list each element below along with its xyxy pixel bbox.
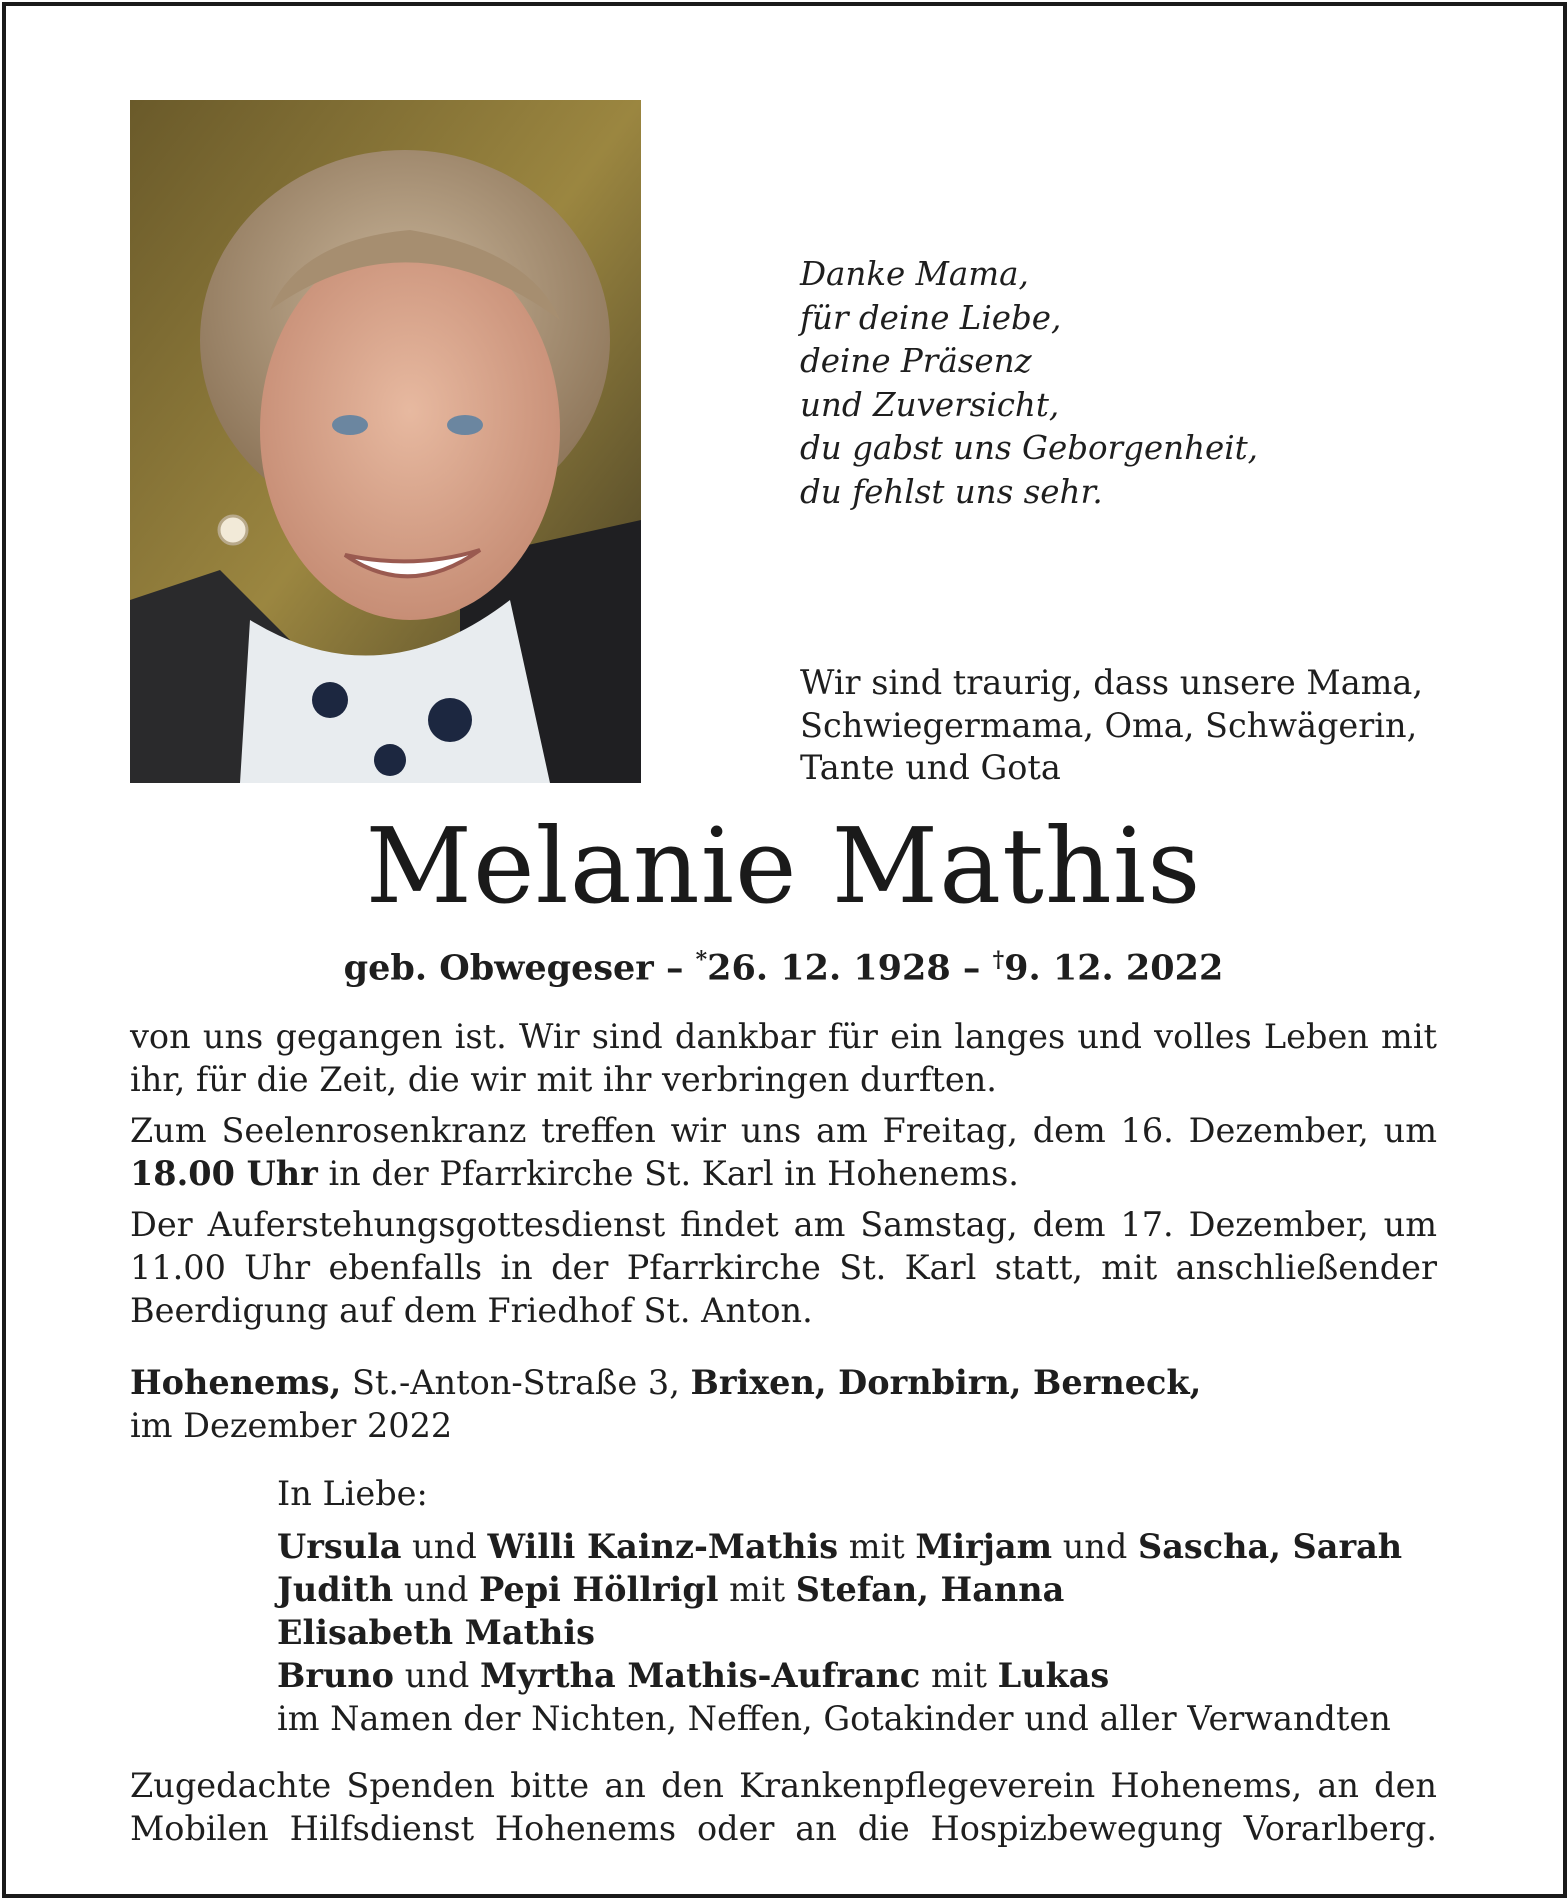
signers-heading: In Liebe: <box>277 1474 428 1513</box>
signer-name: Sascha, Sarah <box>1138 1527 1403 1566</box>
paragraph-passing: von uns gegangen ist. Wir sind dankbar für ein langes und volles Leben mit ihr, für die Zeit, die wir mit ihr verbringen durften. <box>130 1017 1437 1099</box>
signer-row <box>277 1611 1402 1654</box>
connector: mit <box>729 1570 786 1609</box>
birth-symbol: * <box>695 947 708 973</box>
signer-row <box>277 1525 1402 1568</box>
signer-name: Pepi Höllrigl <box>479 1570 719 1609</box>
place-and-date <box>130 1361 1201 1447</box>
signer-name: Ursula <box>277 1527 402 1566</box>
signers-relatives: im Namen der Nichten, Neffen, Gotakinder und aller Verwandten <box>277 1699 1391 1738</box>
place-date: im Dezember 2022 <box>130 1406 453 1445</box>
intro-line: Schwiegermama, Oma, Schwägerin, <box>800 705 1418 745</box>
announcement-body <box>130 1015 1437 1340</box>
signer-name: Lukas <box>997 1656 1110 1695</box>
death-date: 9. 12. 2022 <box>1004 947 1224 989</box>
poem-line: deine Präsenz <box>800 342 1032 380</box>
portrait-image <box>130 100 641 783</box>
rosary-location: in der Pfarrkirche St. Karl in Hohenems. <box>328 1154 1019 1193</box>
memorial-poem <box>800 253 1258 514</box>
rosary-text: Zum Seelenrosenkranz treffen wir uns am Freitag, dem 16. Dezember, um <box>130 1111 1437 1150</box>
poem-line: Danke Mama, <box>800 255 1029 293</box>
separator: – <box>962 947 981 989</box>
signer-row <box>277 1654 1402 1697</box>
signer-name: Bruno <box>277 1656 395 1695</box>
connector: mit <box>930 1656 987 1695</box>
signer-name: Judith <box>277 1570 394 1609</box>
paragraph-rosary <box>130 1109 1437 1195</box>
poem-line: du fehlst uns sehr. <box>800 472 1103 511</box>
rosary-time: 18.00 Uhr <box>130 1154 318 1193</box>
birth-name: geb. Obwegeser <box>343 947 654 989</box>
connector: und <box>412 1527 477 1566</box>
signer-name: Willi Kainz-Mathis <box>487 1527 839 1566</box>
poem-line: du gabst uns Geborgenheit, <box>800 429 1259 467</box>
separator: – <box>665 947 684 989</box>
place-cities: Brixen, Dornbirn, Berneck, <box>690 1363 1202 1402</box>
intro-line: Tante und Gota <box>800 748 1061 787</box>
intro-text <box>800 662 1423 790</box>
signer-row <box>277 1568 1402 1611</box>
signer-name: Stefan, Hanna <box>795 1570 1065 1609</box>
connector: mit <box>848 1527 905 1566</box>
signer-name: Elisabeth Mathis <box>277 1613 595 1652</box>
connector: und <box>1062 1527 1128 1566</box>
place-city: Hohenems, <box>130 1363 342 1402</box>
birth-date: 26. 12. 1928 <box>707 947 951 989</box>
signer-name: Mirjam <box>915 1527 1053 1566</box>
connector: und <box>403 1570 469 1609</box>
poem-line: und Zuversicht, <box>800 385 1060 424</box>
connector: und <box>404 1656 470 1695</box>
donation-note: Zugedachte Spenden bitte an den Krankenpflegeverein Hohenems, an den Mobilen Hilfsdienst Hohenems oder an die Hospizbewegung Vorarlberg. <box>130 1766 1437 1848</box>
poem-line: für deine Liebe, <box>800 298 1062 337</box>
paragraph-funeral: Der Auferstehungsgottesdienst findet am Samstag, dem 17. Dezember, um 11.00 Uhr ebenfalls in der Pfarrkirche St. Karl statt, mit anschließender Beerdigung auf dem Friedhof St. Anton. <box>130 1205 1437 1330</box>
deceased-name: Melanie Mathis <box>365 805 1202 927</box>
life-dates <box>0 938 1567 991</box>
portrait-photo <box>130 100 641 783</box>
signers-block <box>277 1472 1402 1740</box>
death-symbol: † <box>992 947 1005 973</box>
signer-name: Myrtha Mathis-Aufranc <box>479 1656 921 1695</box>
place-street: St.-Anton-Straße 3, <box>351 1363 680 1402</box>
intro-line: Wir sind traurig, dass unsere Mama, <box>800 663 1424 702</box>
